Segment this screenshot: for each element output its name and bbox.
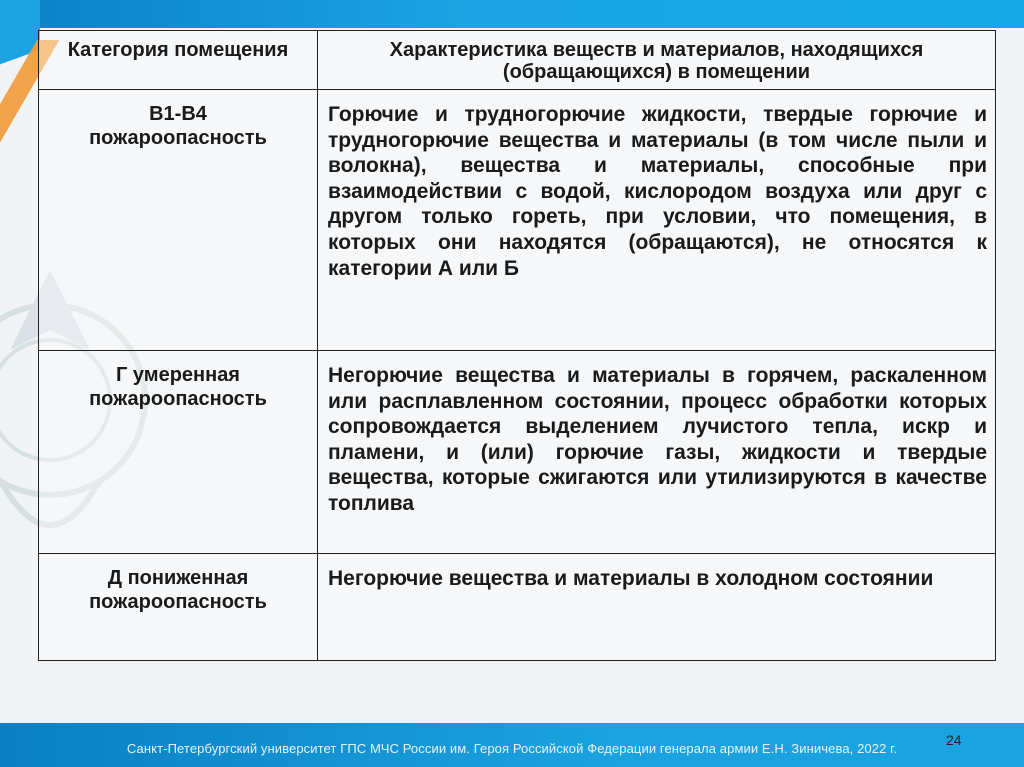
header-category: Категория помещения [39,31,318,90]
table-row [39,90,996,351]
category-cell-d [39,554,318,661]
description-cell: Горючие и трудногорючие жидкости, твердые горючие и трудногорючие вещества и материалы (в том числе пыли и волокна), вещества и материалы, способные при взаимодействии с водой, кислородом воздуха или друг с другом только гореть, при условии, что помещения, в которых они находятся (обращаются), не относятся к категории А или Б [318,90,996,351]
category-text: В1-В4 пожароопасность [89,103,267,149]
page-number: 24 [946,732,962,748]
category-cell-v1v4 [39,90,318,351]
top-decorative-band [0,0,1024,28]
footer-text: Санкт-Петербургский университет ГПС МЧС России им. Героя Российской Федерации генерала армии Е.Н. Зиничева, 2022 г. [126,741,898,756]
header-characteristics: Характеристика веществ и материалов, находящихся (обращающихся) в помещении [318,31,996,90]
table-row [39,554,996,661]
category-text: Г умеренная пожароопасность [89,364,267,410]
category-cell-g [39,351,318,554]
category-text: Д пониженная пожароопасность [89,567,267,613]
description-cell: Негорючие вещества и материалы в горячем, раскаленном или расплавленном состоянии, процесс обработки которых сопровождается выделением лучистого тепла, искр и пламени, и (или) горючие газы, жидкости и твердые вещества, которые сжигаются или утилизируются в качестве топлива [318,351,996,554]
table-header-row [39,31,996,90]
fire-category-table [38,30,996,661]
description-cell: Негорючие вещества и материалы в холодном состоянии [318,554,996,661]
table-row [39,351,996,554]
fire-category-table-container [38,30,996,661]
